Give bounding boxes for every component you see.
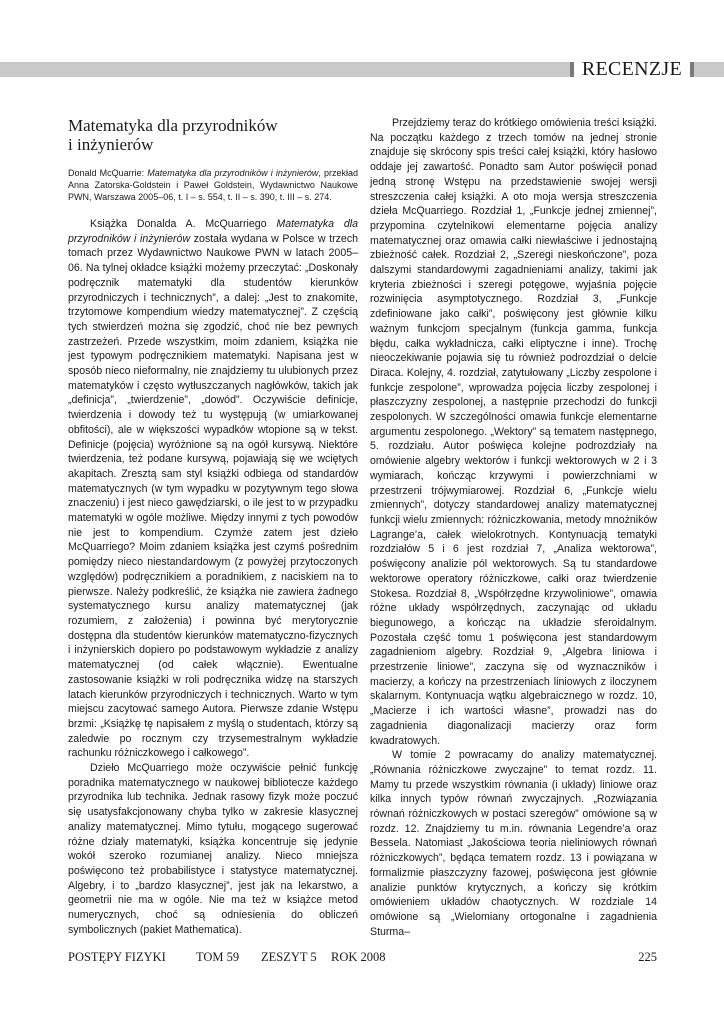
paragraph: Dzieło McQuarriego może oczywiście pełnić funkcję poradnika matematycznego w naukowej bibliotecze każdego przyrodnika lub technika. Jednak rasowy fizyk może poczuć się usatysfakcjonowany chyba tylko w zakresie klasycznej analizy matematycznej. Mimo tytułu, mogącego sugerować różne działy matematyki, książka koncentruje się jedynie wokół szeroko rozumianej analizy. Nieco mniejsza poświęcono też probabilistyce i statystyce matematycznej. Algebry, i to „bardzo klasycznej”, jest jak na lekarstwo, a geometrii nie ma w ogóle. Nie ma też w książce metod numerycznych, choć są odniesienia do obliczeń symbolicznych (pakiet Mathematica). (68, 762, 358, 936)
footer-year: ROK 2008 (331, 950, 386, 964)
bib-details: , przekład Anna Zatorska-Goldstein i Paweł Goldstein, Wydawnictwo Naukowe PWN, Warszawa 2005–06, t. I – s. 554, t. II – s. 390, t. III – s. 274. (68, 168, 358, 202)
paragraph-text: została wydana w Polsce w trzech tomach przez Wydawnictwo Naukowe PWN w latach 2005–06. Na tylnej okładce książki możemy przeczytać: „Doskonały podręcznik matematyki dla studentów kierunków przyrodniczych i technicznych”, a dalej: „Jest to znakomite, trzytomowe kompendium wiedzy matematycznej”. Z częścią tych stwierdzeń można się zgodzić, choć nie bez pewnych zastrzeżeń. Przede wszystkim, moim zdaniem, książka nie jest typowym podręcznikiem matematyki. Napisana jest w sposób nieco nieformalny, nie znajdziemy tu ulubionych przez matematyków i często wytłuszczanych nagłówków, takich jak „definicja”, „twierdzenie”, „dowód”. Oczywiście definicje, twierdzenia i dowody też tu występują (w umiarkowanej obfitości), ale w większości wypadków wtopione są w tekst. Definicje (pojęcia) wyróżnione są na ogół kursywą. Niektóre twierdzenia, też podane kursywą, pojawiają się we wciętych akapitach. Zresztą sam styl książki odbiega od standardów matematycznych (w tym wypadku w pozytywnym tego słowa znaczeniu) i jest nieco gawędziarski, o ile jest to w przypadku matematyki w ogóle możliwe. Między innymi z tych powodów nie jest to kompendium. Czymże zatem jest dzieło McQuarriego? Moim zdaniem książka jest czymś pośrednim pomiędzy nieco niestandardowym (z powyżej przytoczonych względów) podręcznikiem a poradnikiem, z naciskiem na to pierwsze. Należy podkreślić, że książka nie zawiera żadnego systematycznego kursu analizy matematycznej (jak rozumiem, z założenia) i powinna być merytorycznie dostępna dla studentów kierunków matematyczno-fizycznych i inżynierskich dopiero po podstawowym wykładzie z analizy matematycznej (od całek włącznie). Ewentualne zastosowanie książki w roli podręcznika widzę na starszych latach kierunków przyrodniczych i technicznych. Warto w tym miejscu zacytować samego Autora. Pierwsze zdanie Wstępu brzmi: „Książkę tę napisałem z myślą o studentach, którzy są zaledwie po rocznym czy trzysemestralnym wykładzie rachunku różniczkowego i całkowego”. (68, 232, 359, 760)
bib-title: Matematyka dla przyrodników i inżynierów (147, 168, 319, 178)
paragraph-text: Książka Donalda A. McQuarriego (90, 218, 277, 230)
bibliographic-note (68, 167, 358, 203)
article-title-line: Matematyka dla przyrodników (68, 116, 278, 135)
book-title: Matematyka dla przyrodników i inżynierów (68, 218, 358, 245)
footer-journal: POSTĘPY FIZYKI (68, 950, 166, 964)
bib-author: Donald McQuarrie: (68, 168, 148, 178)
left-column (68, 116, 358, 937)
page-number: 225 (638, 950, 657, 964)
section-title: RECENZJE (574, 58, 690, 80)
right-column (370, 116, 657, 939)
article-title-line: i inżynierów (68, 135, 154, 154)
article-title (68, 116, 358, 154)
footer-issue: ZESZYT 5 (261, 950, 317, 964)
paragraph (68, 217, 358, 761)
paragraph: Przejdziemy teraz do krótkiego omówienia treści książki. Na początku każdego z trzech tomów na jednej stronie znajduje się skrócony spis treści całej książki, który hasłowo oddaje jej zawartość. Ponadto sam Autor poświęcił ponad jedną stronę Wstępu na przedstawienie swojej wersji streszczenia całej książki. A oto moja wersja streszczenia dzieła McQuarriego. Rozdział 1, „Funkcje jednej zmiennej”, przypomina czytelnikowi elementarne pojęcia analizy matematycznej oraz omawia całki niewłaściwe i jednostajną zbieżność całek. Rozdział 2, „Szeregi nieskończone”, poza dalszymi standardowymi zagadnieniami analizy, takimi jak kryteria zbieżności i szeregi potęgowe, wyjaśnia pojęcie rozwinięcia asymptotycznego. Rozdział 3, „Funkcje zdefiniowane jako całki”, poświęcony jest głównie kilku ważnym funkcjom specjalnym (funkcja gamma, funkcja błędu, całka wykładnicza, całki eliptyczne i inne). Trochę nieoczekiwanie pojawia się tu również podrozdział o delcie Diraca. Kolejny, 4. rozdział, zatytułowany „Liczby zespolone i funkcje zespolone”, wprowadza pojęcia liczby zespolonej i płaszczyzny zespolonej, a następnie przechodzi do funkcji zespolonych. W szczególności omawia funkcje elementarne argumentu zespolonego. „Wektory” są tematem następnego, 5. rozdziału. Autor poświęca kolejne podrozdziały na omówienie algebry wektorów i funkcji wektorowych w 2 i 3 wymiarach, kończąc krzywymi i powierzchniami w przestrzeni trójwymiarowej. Rozdział 6, „Funkcje wielu zmiennych”, dotyczy standardowej analizy matematycznej funkcji wielu zmiennych: różniczkowania, metody mnożników Lagrange’a, całek wielokrotnych. Kontynuacją tematyki rozdziałów 5 i 6 jest rozdział 7, „Analiza wektorowa”, poświęcony analizie pól wektorowych. Są tu standardowe wektorowe operatory różniczkowe, całki oraz twierdzenie Stokesa. Rozdział 8, „Współrzędne krzywoliniowe”, omawia różne układy współrzędnych, zaczynając od układu biegunowego, a kończąc na układzie sferoidalnym. Pozostała część tomu 1 poświęcona jest standardowym zagadnieniom algebry. Rozdział 9, „Algebra liniowa i przestrzenie liniowe”, zaczyna się od wyznaczników i macierzy, a kończy na przestrzeniach liniowych z iloczynem skalarnym. Kontynuacja wątku algebraicznego w rozdz. 10, „Macierze i ich wartości własne”, prowadzi nas do zagadnienia diagonalizacji macierzy oraz form kwadratowych. (370, 117, 657, 747)
paragraph: W tomie 2 powracamy do analizy matematycznej. „Równania różniczkowe zwyczajne” to temat rozdz. 11. Mamy tu przede wszystkim równania (i układy) liniowe oraz kilka innych typów równań zwyczajnych. „Rozwiązania równań różniczkowych w postaci szeregów” omówione są w rozdz. 12. Znajdziemy tu m.in. równania Legendre’a oraz Bessela. Natomiast „Jakościowa teoria nieliniowych równań różniczkowych”, będąca tematem rozdz. 13 i powiązana w formalizmie płaszczyzny fazowej, poświęcona jest głównie analizie punktów krytycznych, a kończy się krótkim omówieniem układów chaotycznych. W rozdziale 14 omówione są „Wielomiany ortogonalne i zagadnienia Sturma– (370, 749, 657, 938)
footer-volume: TOM 59 (196, 950, 240, 964)
